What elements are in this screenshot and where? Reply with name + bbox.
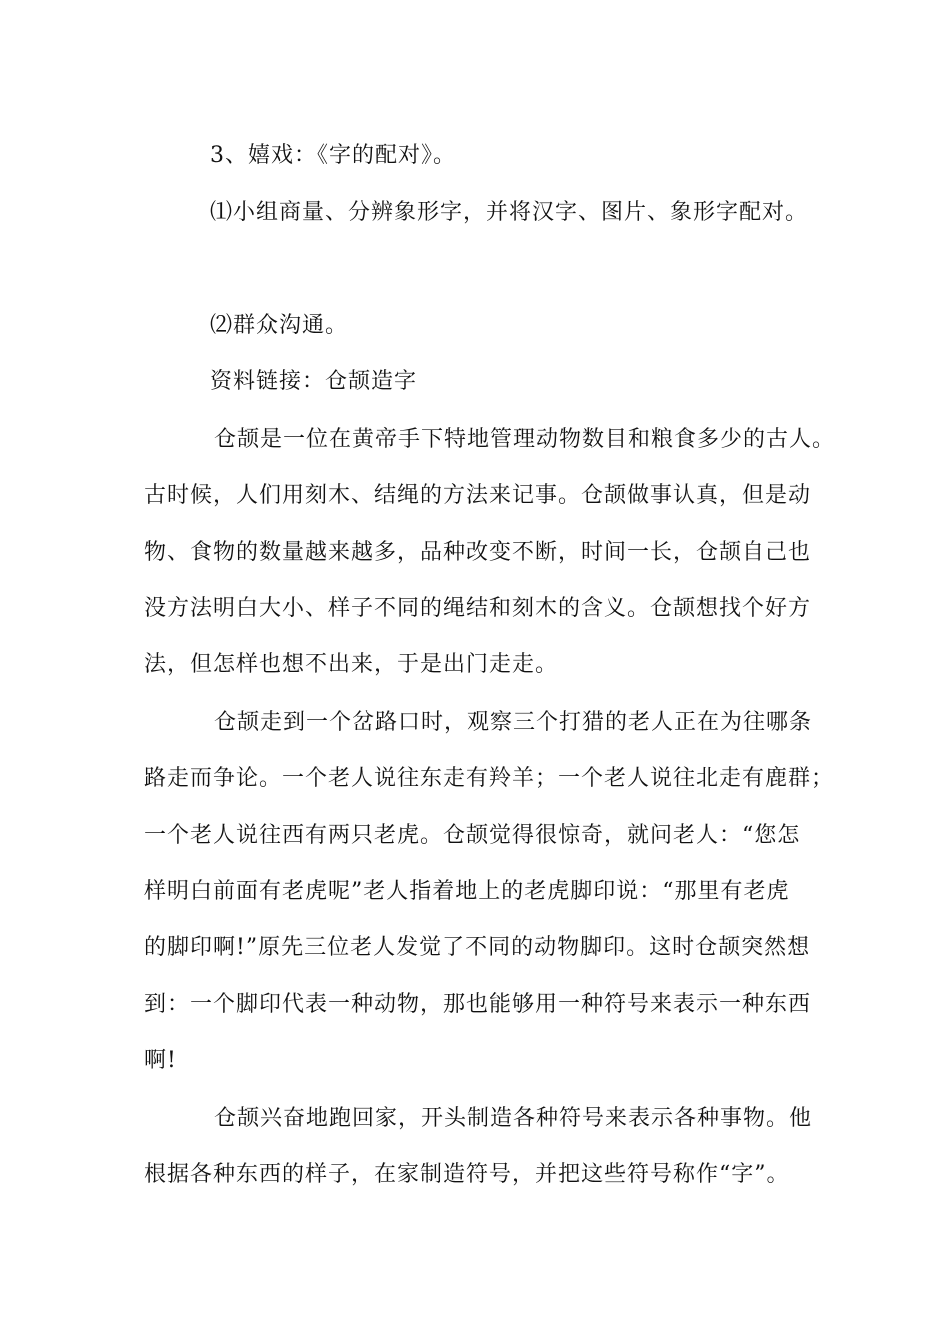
paragraph-2-line: 仓颉走到一个岔路口时，观察三个打猎的老人正在为往哪条 — [214, 710, 813, 735]
paragraph-1-line: 仓颉是一位在黄帝手下特地管理动物数目和粮食多少的古人。 — [214, 427, 836, 452]
paragraph-1-line: 物、食物的数量越来越多，品种改变不断，时间一长，仓颉自己也 — [144, 540, 812, 565]
paragraph-1-line: 没方法明白大小、样子不同的绳结和刻木的含义。仓颉想找个好方 — [144, 596, 812, 621]
paragraph-2-line: 的脚印啊!”原先三位老人发觉了不同的动物脚印。这时仓颉突然想 — [144, 935, 811, 960]
paragraph-2-line: 一个老人说往西有两只老虎。仓颉觉得很惊奇，就问老人：“您怎 — [144, 823, 801, 848]
activity-heading: 3、嬉戏：《字的配对》。 — [210, 143, 456, 168]
paragraph-1-line: 古时候，人们用刻木、结绳的方法来记事。仓颉做事认真，但是动 — [144, 483, 812, 508]
paragraph-3-line: 仓颉兴奋地跑回家，开头制造各种符号来表示各种事物。他 — [214, 1106, 813, 1131]
paragraph-2-line: 到：一个脚印代表一种动物，那也能够用一种符号来表示一种东西 — [144, 992, 812, 1017]
paragraph-2-line: 样明白前面有老虎呢”老人指着地上的老虎脚印说：“那里有老虎 — [144, 879, 790, 904]
activity-step-2: ⑵群众沟通。 — [210, 313, 349, 338]
resource-link-heading: 资料链接：仓颉造字 — [210, 369, 418, 394]
paragraph-1-line: 法，但怎样也想不出来，于是出门走走。 — [144, 652, 559, 677]
paragraph-2-line: 啊! — [144, 1048, 177, 1073]
activity-step-1: ⑴小组商量、分辨象形字，并将汉字、图片、象形字配对。 — [210, 200, 809, 225]
paragraph-3-line: 根据各种东西的样子，在家制造符号，并把这些符号称作“字”。 — [144, 1162, 790, 1187]
paragraph-2-line: 路走而争论。一个老人说往东走有羚羊；一个老人说往北走有鹿群； — [144, 766, 835, 791]
